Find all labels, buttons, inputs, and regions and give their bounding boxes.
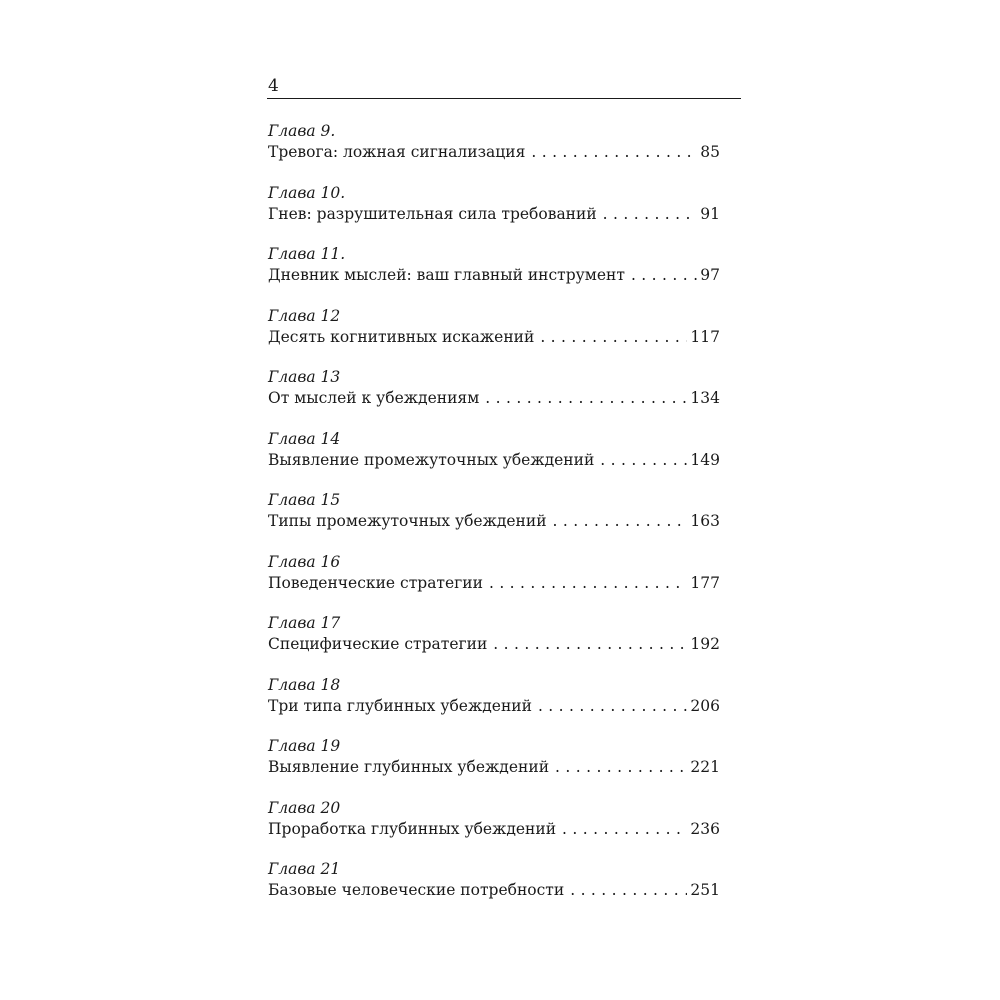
toc-title-line bbox=[268, 326, 720, 348]
dot-leader bbox=[553, 510, 688, 532]
chapter-label: Глава 15 bbox=[268, 491, 341, 509]
toc-title-line bbox=[268, 141, 720, 163]
chapter-title: Выявление глубинных убеждений bbox=[268, 758, 550, 776]
toc-title-line bbox=[268, 449, 720, 471]
page-reference: 177 bbox=[690, 573, 720, 592]
chapter-title: От мыслей к убеждениям bbox=[268, 389, 480, 407]
chapter-title: Три типа глубинных убеждений bbox=[268, 696, 532, 715]
toc-title-line bbox=[268, 264, 720, 286]
toc-entry bbox=[268, 798, 720, 860]
chapter-label: Глава 12 bbox=[268, 306, 341, 325]
toc-entry bbox=[268, 367, 720, 429]
chapter-title: Специфические стратегии bbox=[268, 635, 488, 653]
chapter-label: Глава 13 bbox=[268, 368, 341, 386]
page-reference: 192 bbox=[690, 635, 720, 653]
chapter-title: Поведенческие стратегии bbox=[268, 573, 483, 592]
dot-leader bbox=[631, 264, 697, 286]
toc-entry bbox=[268, 552, 720, 614]
dot-leader bbox=[600, 449, 687, 471]
chapter-title: Гнев: разрушительная сила требований bbox=[268, 204, 597, 223]
page-reference: 91 bbox=[700, 204, 720, 223]
chapter-title: Выявление промежуточных убеждений bbox=[268, 450, 595, 469]
page-reference: 97 bbox=[700, 266, 720, 284]
toc-title-line bbox=[268, 387, 720, 409]
page-reference: 251 bbox=[690, 881, 720, 899]
toc-entry bbox=[268, 675, 720, 737]
toc-entry bbox=[268, 244, 720, 306]
chapter-title: Типы промежуточных убеждений bbox=[268, 512, 547, 530]
table-of-contents bbox=[268, 121, 720, 921]
chapter-title: Десять когнитивных искажений bbox=[268, 327, 535, 346]
chapter-label: Глава 11. bbox=[268, 245, 346, 263]
dot-leader bbox=[603, 203, 698, 225]
dot-leader bbox=[570, 879, 687, 901]
toc-entry bbox=[268, 121, 720, 183]
toc-title-line bbox=[268, 510, 720, 532]
page-reference: 206 bbox=[690, 696, 720, 715]
chapter-label: Глава 9. bbox=[268, 122, 336, 140]
toc-entry bbox=[268, 490, 720, 552]
toc-entry bbox=[268, 306, 720, 368]
toc-title-line bbox=[268, 879, 720, 901]
toc-title-line bbox=[268, 203, 720, 225]
page-reference: 134 bbox=[690, 389, 720, 407]
chapter-label: Глава 10. bbox=[268, 183, 346, 202]
dot-leader bbox=[493, 633, 687, 655]
toc-title-line bbox=[268, 695, 720, 717]
chapter-label: Глава 16 bbox=[268, 552, 341, 571]
page-reference: 221 bbox=[690, 758, 720, 776]
page-reference: 117 bbox=[690, 327, 720, 346]
dot-leader bbox=[489, 572, 687, 594]
chapter-title: Дневник мыслей: ваш главный инструмент bbox=[268, 266, 625, 284]
dot-leader bbox=[540, 326, 687, 348]
toc-entry bbox=[268, 859, 720, 921]
toc-entry bbox=[268, 429, 720, 491]
toc-title-line bbox=[268, 818, 720, 840]
chapter-label: Глава 19 bbox=[268, 737, 341, 755]
chapter-label: Глава 21 bbox=[268, 860, 341, 878]
dot-leader bbox=[531, 141, 697, 163]
chapter-title: Базовые человеческие потребности bbox=[268, 881, 565, 899]
toc-entry bbox=[268, 183, 720, 245]
page-reference: 163 bbox=[690, 512, 720, 530]
toc-entry bbox=[268, 613, 720, 675]
dot-leader bbox=[538, 695, 687, 717]
chapter-label: Глава 14 bbox=[268, 429, 341, 448]
page-reference: 149 bbox=[690, 450, 720, 469]
toc-title-line bbox=[268, 572, 720, 594]
chapter-label: Глава 17 bbox=[268, 614, 341, 632]
chapter-label: Глава 18 bbox=[268, 675, 341, 694]
dot-leader bbox=[485, 387, 687, 409]
toc-title-line bbox=[268, 633, 720, 655]
chapter-title: Тревога: ложная сигнализация bbox=[268, 143, 526, 161]
chapter-title: Проработка глубинных убеждений bbox=[268, 819, 557, 838]
dot-leader bbox=[555, 756, 687, 778]
page-reference: 85 bbox=[700, 143, 720, 161]
dot-leader bbox=[562, 818, 687, 840]
page-reference: 236 bbox=[690, 819, 720, 838]
toc-title-line bbox=[268, 756, 720, 778]
header-rule bbox=[267, 98, 741, 99]
chapter-label: Глава 20 bbox=[268, 798, 341, 817]
page-number: 4 bbox=[268, 76, 279, 96]
toc-entry bbox=[268, 736, 720, 798]
